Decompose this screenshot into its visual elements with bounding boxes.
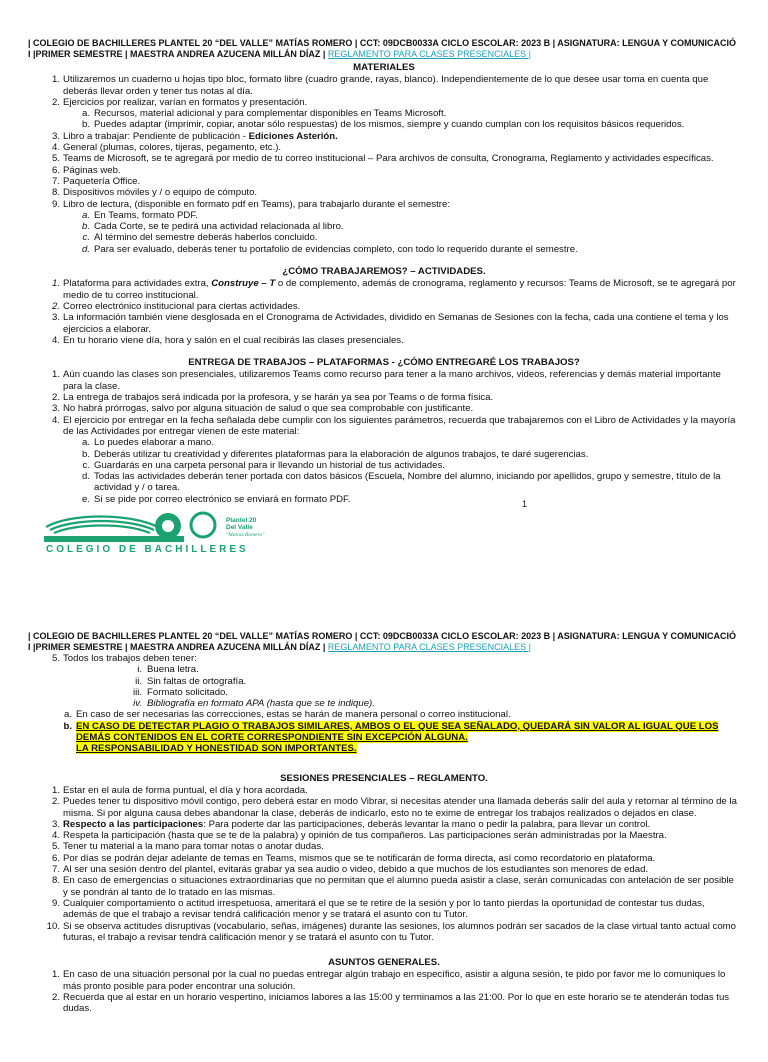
list-item: 3. No habrá prórrogas, salvo por alguna situación de salud o que sea comprobable con justificante. [51,403,474,415]
asuntos-list [28,969,740,1014]
responsabilidad-note: LA RESPONSABILIDAD Y HONESTIDAD SON IMPORTANTES. [76,743,357,755]
list-item: 4. Respeta la participación (hasta que se te de la palabra) y opinión de tus compañeros. Las participaciones serán administradas por la Maestra. [51,830,667,842]
list-item: 9. Libro de lectura, (disponible en formato pdf en Teams), para trabajarlo durante el semestre: [51,198,450,210]
trabajos-list [28,653,740,755]
list-item: 3. Respecto a las participaciones: Para poderte dar las participaciones, deberás levantar la mano o pedir la palabra, para llevar un control. [51,818,651,830]
plagio-warning: EN CASO DE DETECTAR PLAGIO O TRABAJOS SIMILARES, AMBOS O EL QUE SEA SEÑALADO, QUEDARÁ SIN VALOR AL IGUAL QUE LOS DEMÁS CONTENIDOS EN EL CORTE CORRESPONDIENTE SIN EXCEPCIÓN ALGUNA. [76,720,719,744]
section-title-asuntos: ASUNTOS GENERALES. [328,957,440,969]
list-item: 1. Aún cuando las clases son presenciales, utilizaremos Teams como recurso para tener a la mano archivos, videos, referencias y demás material importante para la clase. [51,369,721,392]
section-title-actividades: ¿CÓMO TRABAJAREMOS? – ACTIVIDADES. [282,266,486,278]
list-item: 3. Libro a trabajar: Pendiente de publicación - Ediciones Asterión. [51,130,338,142]
list-item: 6. Páginas web. [51,164,121,176]
list-item: iii. Formato solicitado. [132,686,229,698]
list-item: 1. Plataforma para actividades extra, Construye – T o de complemento, además de cronograma, reglamento y recursos: Teams de Microsoft, se te agregará por medio de tu correo institucional. [51,278,736,301]
list-item: ii. Sin faltas de ortografía. [135,675,247,687]
header-text: | COLEGIO DE BACHILLERES PLANTEL 20 “DEL VALLE” MATÍAS ROMERO | CCT: 09DCB0033A CICLO ESCOLAR: 2023 B | ASIGNATURA: LENGUA Y COMUNICACIÓ I |PRIMER SEMESTRE | MAESTRA ANDREA AZUCENA MILLÁN DÍAZ | [28,630,736,652]
list-item: 5. Teams de Microsoft, se te agregará por medio de tu correo institucional – Para archivos de consulta, Cronograma, Reglamento y actividades específicas. [51,153,714,165]
list-item: iv. Bibliografía en formato APA (hasta que se te indique). [133,698,375,710]
header-link[interactable]: REGLAMENTO PARA CLASES PRESENCIALES | [327,641,531,652]
list-item: a. En Teams, formato PDF. [81,209,198,221]
section-title-sesiones: SESIONES PRESENCIALES – REGLAMENTO. [280,772,488,784]
list-item: b. Puedes adaptar (imprimir, copiar, anotar sólo respuestas) de los mismos, siempre y cuando cumplan con los requisitos básicos requeridos. [81,119,685,131]
list-item: 8. En caso de emergencias o situaciones extraordinarias que no permitan que el alumno pueda asistir a clase, serán comunicadas con antelación de ser posible y se pondrán al tanto de lo tratado en las mismas. [51,875,734,898]
sesiones-list [28,785,740,943]
plantel-line3: "Matías Romero" [226,531,265,538]
list-item: c. Guardarás en una carpeta personal para ir llevando un historial de tus actividades. [82,459,445,471]
list-item: 2. Puedes tener tu dispositivo móvil contigo, pero deberá estar en modo Vibrar, si necesitas atender una llamada deberás salir del aula y retornar al término de la misma. Si por alguna causa debes abandonar la clase, deberás de indicarlo, esto no te exime de entregar los trabajos realizados o dejados en clase. [51,796,737,819]
list-item: d. Todas las actividades deberán tener portada con datos básicos (Escuela, Nombre del alumno, iniciando por apellidos, grupo y semestre, título de la actividad y / o tarea. [81,471,721,494]
logo-text: COLEGIO DE BACHILLERES [46,543,249,553]
list-item: 6. Por días se podrán dejar adelante de temas en Teams, mismos que se te notificarán de forma directa, así como recordatorio en plataforma. [51,852,656,864]
section-title-materiales: MATERIALES [353,62,415,73]
list-item: 2. Ejercicios por realizar, varían en formatos y presentación. [51,96,308,108]
list-item: 4. En tu horario viene día, hora y salón en el cual recibirás las clases presenciales. [51,334,404,346]
list-item: a. En caso de ser necesarias las correcciones, estas se harán de manera personal o correo institucional. [63,709,511,721]
list-item: 5. Todos los trabajos deben tener: [51,652,197,664]
list-item: d. Para ser evaluado, deberás tener tu portafolio de evidencias completo, con todo lo requerido durante el semestre. [81,243,578,255]
list-item: 1. Estar en el aula de forma puntual, el día y hora acordada. [51,784,308,796]
list-item: 8. Dispositivos móviles y / o equipo de cómputo. [51,187,258,199]
document-page [0,38,768,1015]
list-item: a. Recursos, material adicional y para complementar disponibles en Teams Microsoft. [81,108,447,120]
list-item: 9. Cualquier comportamiento o actitud irrespetuosa, ameritará el que se te retire de la sesión y por lo tanto pierdas la oportunidad de contestar tus dudas, además de que el trabajo a revisar tendrá calificación menor y se tratará el asunto con tu Tutor. [51,897,705,921]
header-link[interactable]: REGLAMENTO PARA CLASES PRESENCIALES | [327,49,531,59]
list-item: i. Buena letra. [137,664,199,676]
materiales-list [28,74,740,255]
plantel-line1: Plantel 20 [226,516,257,524]
list-item: 4. El ejercicio por entregar en la fecha señalada debe cumplir con los siguientes parámetros, recuerda que trabajaremos con el Libro de Actividades y la mayoría de las Actividades por entregar vienen de este material: [51,414,736,437]
list-item: b. Deberás utilizar tu creatividad y diferentes plataformas para la elaboración de algunos trabajos, te daré sugerencias. [81,448,589,460]
page-header-2 [28,631,740,653]
page-header [28,38,740,60]
list-item: 1. En caso de una situación personal por la cual no puedas entregar algún trabajo en específico, asistir a alguna sesión, te pido por favor me lo comuniques lo más pronto posible para poder encontrar una solución. [51,969,726,992]
header-text: | COLEGIO DE BACHILLERES PLANTEL 20 “DEL VALLE” MATÍAS ROMERO | CCT: 09DCB0033A CICLO ESCOLAR: 2023 B | ASIGNATURA: LENGUA Y COMUNICACIÓ I |PRIMER SEMESTRE | MAESTRA ANDREA AZUCENA MILLÁN DÍAZ | [28,38,736,59]
section-title-entrega: ENTREGA DE TRABAJOS – PLATAFORMAS - ¿CÓMO ENTREGARÉ LOS TRABAJOS? [188,357,580,369]
list-item: 5. Tener tu material a la mano para tomar notas o anotar dudas. [51,841,324,853]
list-item: 3. La información también viene desglosada en el Cronograma de Actividades, dividido en Semanas de Sesiones con la fecha, cada una contiene el tema y los ejercicios a elaborar. [51,312,729,335]
actividades-list [28,278,740,346]
list-item: 7. Paquetería Office. [51,175,141,187]
page-number: 1 [522,498,528,509]
list-item: 4. General (plumas, colores, tijeras, pegamento, etc.). [51,142,282,154]
list-item: 7. Al ser una sesión dentro del plantel, evitarás grabar ya sea audio o video, debido a que muchos de los estudiantes son menores de edad. [51,864,649,876]
colegio-bachilleres-logo [40,509,300,553]
list-item: 2. Correo electrónico institucional para ciertas actividades. [51,300,301,312]
list-item: 2. La entrega de trabajos será indicada por la profesora, y se harán ya sea por Teams o de forma física. [51,392,494,404]
entrega-list [28,369,740,505]
list-item: b. Cada Corte, se te pedirá una actividad relacionada al libro. [81,221,344,233]
list-item: b. EN CASO DE DETECTAR PLAGIO O TRABAJOS SIMILARES, AMBOS O EL QUE SEA SEÑALADO, QUEDARÁ SIN VALOR AL IGUAL QUE LOS DEMÁS CONTENIDOS EN EL CORTE CORRESPONDIENTE SIN EXCEPCIÓN ALGUNA. LA RESPONSABILIDAD Y HONESTIDAD SON IMPORTANTES. [63,720,719,755]
list-item: c. Al término del semestre deberás haberlos concluido. [82,232,318,244]
plantel-line2: Del Valle [226,523,253,531]
list-item: e. Si se pide por correo electrónico se enviará en formato PDF. [81,493,351,505]
list-item: 2. Recuerda que al estar en un horario vespertino, iniciamos labores a las 15:00 y terminamos a las 21:00. Por lo que en este horario se te atenderán todas tus dudas. [51,992,730,1015]
list-item: 10. Si se observa actitudes disruptivas (vocabulario, señas, imágenes) durante las sesiones, los alumnos podrán ser sacados de la clase virtual tanto actual como futuras, el trabajo a revisar tendrá calificación menor y se tratará el asunto con tu Tutor. [46,920,736,943]
list-item: a. Lo puedes elaborar a mano. [81,437,215,449]
list-item: 1. Utilizaremos un cuaderno u hojas tipo bloc, formato libre (cuadro grande, rayas, blanco). Independientemente de lo que desee usar toma en cuenta que deberás llevar orden y tener tus notas al día. [51,74,709,97]
